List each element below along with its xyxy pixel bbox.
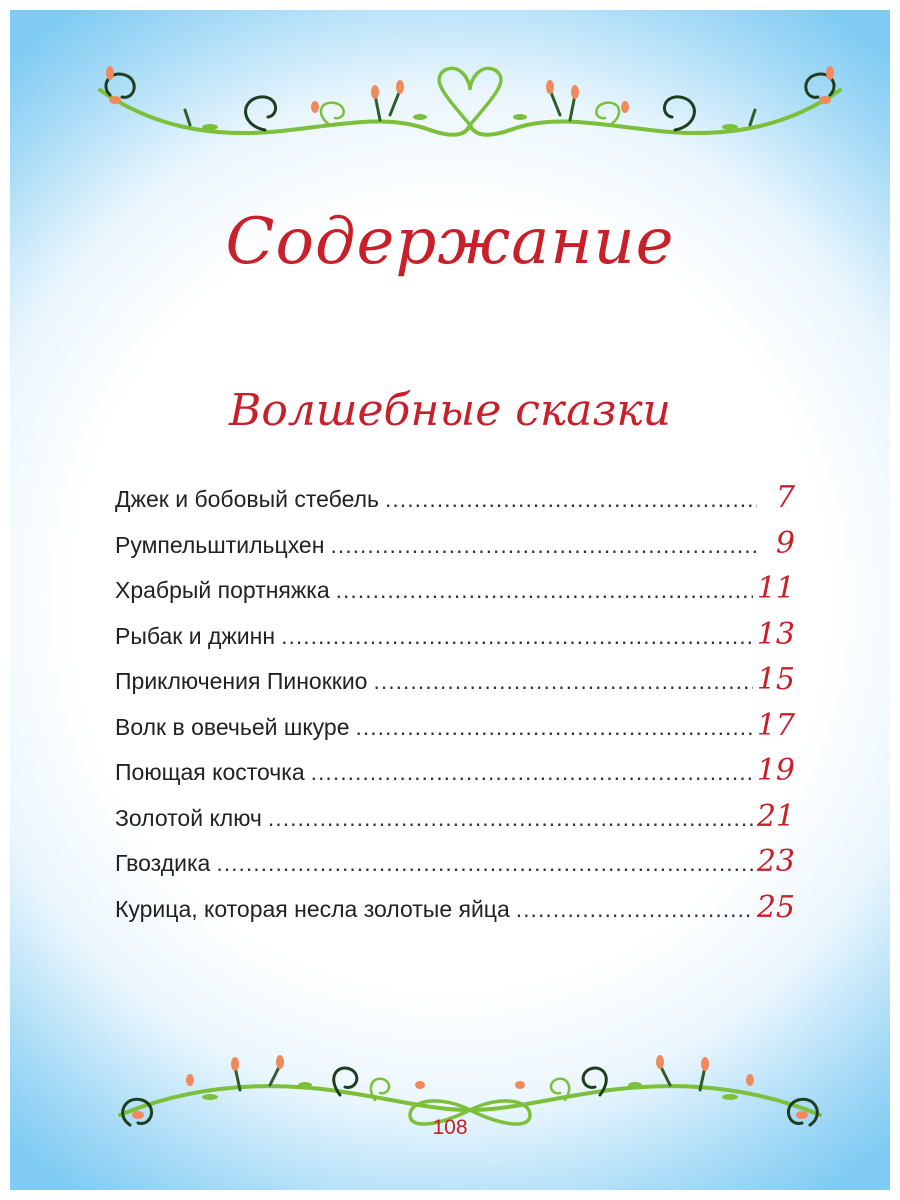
toc-entry-title: Гвоздика — [115, 850, 211, 876]
section-title: Волшебные сказки — [228, 385, 672, 436]
toc-entry-page: 7 — [775, 480, 795, 515]
toc-leader-dots — [355, 714, 752, 741]
toc-entry-page: 13 — [756, 616, 795, 652]
toc-entry[interactable] — [115, 844, 795, 890]
toc-leader-dots — [373, 668, 752, 695]
toc-entry-title: Румпельштильцхен — [115, 531, 325, 558]
toc-entry[interactable] — [115, 799, 795, 845]
toc-entry-title: Рыбак и джинн — [115, 622, 276, 649]
toc-entry-title: Храбрый портняжка — [115, 577, 330, 603]
toc-entry-title: Волк в овечьей шкуре — [115, 713, 350, 740]
toc-entry-page: 15 — [756, 662, 795, 697]
toc-entry-title: Золотой ключ — [115, 804, 262, 831]
toc-entry[interactable] — [115, 526, 795, 572]
toc-leader-dots — [311, 759, 753, 786]
toc-leader-dots — [216, 850, 752, 877]
toc-entry[interactable] — [115, 708, 795, 754]
toc-entry-page: 23 — [756, 844, 795, 879]
toc-entry-title: Курица, которая несла золотые яйца — [115, 895, 510, 922]
toc-entry[interactable] — [115, 753, 795, 799]
toc-entry-title: Приключения Пиноккио — [115, 668, 368, 694]
page-number: 108 — [432, 1116, 468, 1139]
toc-entry[interactable] — [115, 571, 795, 617]
bottom-floral-ornament — [90, 1055, 850, 1165]
toc-leader-dots — [385, 486, 757, 513]
page-title: Содержание — [225, 205, 675, 279]
toc-entry[interactable] — [115, 890, 795, 936]
toc-entry-page: 21 — [756, 798, 795, 834]
toc-leader-dots — [268, 805, 753, 832]
toc-entry[interactable] — [115, 662, 795, 708]
book-page — [10, 10, 890, 1190]
toc-entry-page: 17 — [756, 707, 795, 743]
toc-leader-dots — [330, 532, 757, 559]
toc-entry-title: Джек и бобовый стебель — [115, 486, 380, 512]
toc-entry[interactable] — [115, 480, 795, 526]
table-of-contents — [115, 480, 795, 935]
toc-entry-page: 9 — [775, 525, 795, 561]
toc-leader-dots — [516, 896, 753, 923]
toc-entry-page: 11 — [756, 571, 795, 606]
top-floral-ornament — [90, 55, 850, 165]
toc-entry-page: 19 — [756, 753, 795, 788]
toc-entry-title: Поющая косточка — [115, 759, 305, 785]
toc-leader-dots — [281, 623, 753, 650]
toc-entry[interactable] — [115, 617, 795, 663]
toc-entry-page: 25 — [756, 889, 795, 925]
toc-leader-dots — [336, 577, 753, 604]
